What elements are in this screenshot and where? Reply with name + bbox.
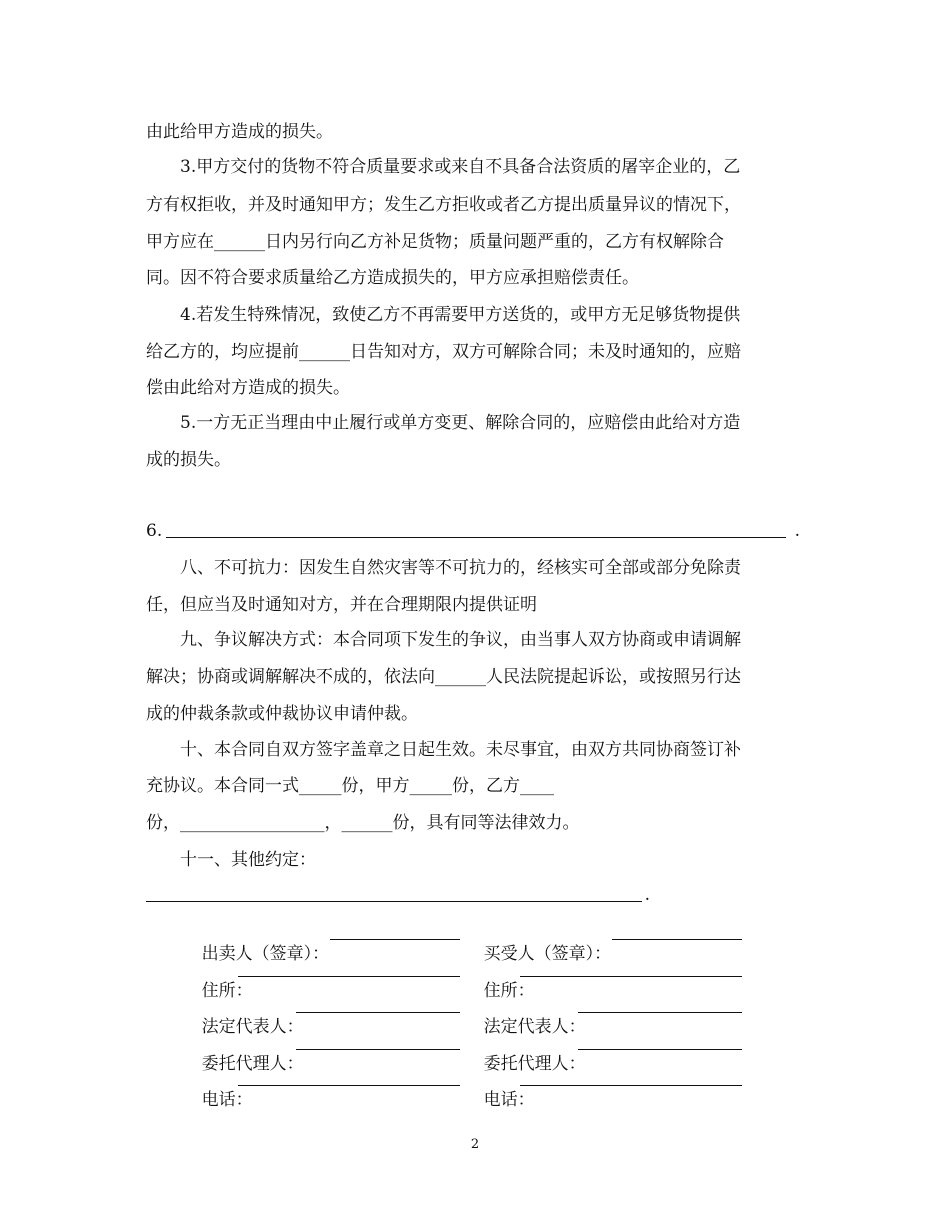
buyer-address-field: [462, 958, 742, 1001]
buyer-legal-rep-underline: [578, 1012, 742, 1013]
buyer-address-underline: [520, 976, 742, 977]
seller-address-underline: [238, 976, 460, 977]
clause-6-underline: [166, 537, 786, 538]
page-number: 2: [470, 1137, 480, 1152]
clause-5-line: 成的损失。: [146, 450, 231, 470]
other-agreement-blank: [146, 884, 650, 906]
buyer-agent-field: [462, 1031, 742, 1074]
dispute-line: 解决；协商或调解解决不成的，依法向______人民法院提起诉讼，或按照另行达: [146, 667, 741, 687]
buyer-phone-field: [462, 1067, 742, 1110]
clause-3-line: 3.甲方交付的货物不符合质量要求或来自不具备合法资质的屠宰企业的，乙: [180, 157, 741, 177]
buyer-phone-underline: [520, 1085, 742, 1086]
seller-legal-rep-label: 法定代表人：: [201, 1017, 304, 1037]
buyer-agent-label: 委托代理人：: [483, 1054, 586, 1074]
buyer-signature-label: 买受人（签章）：: [483, 944, 612, 964]
dispute-line: 九、争议解决方式：本合同项下发生的争议，由当事人双方协商或申请调解: [180, 630, 741, 650]
buyer-signature-field: [462, 921, 742, 964]
clause-4-line: 4.若发生特殊情况，致使乙方不再需要甲方送货的，或甲方无足够货物提供: [180, 305, 741, 325]
seller-agent-underline: [296, 1049, 460, 1050]
other-agreement-end-mark: .: [644, 885, 650, 905]
buyer-agent-underline: [578, 1049, 742, 1050]
seller-agent-label: 委托代理人：: [201, 1054, 304, 1074]
effectiveness-line: 十、本合同自双方签字盖章之日起生效。未尽事宜，由双方共同协商签订补: [180, 740, 741, 760]
seller-agent-field: [180, 1031, 460, 1074]
other-agreement-underline: [146, 901, 642, 902]
buyer-phone-label: 电话：: [483, 1090, 535, 1110]
buyer-legal-rep-label: 法定代表人：: [483, 1017, 586, 1037]
seller-address-label: 住所：: [201, 981, 253, 1001]
seller-phone-label: 电话：: [201, 1090, 253, 1110]
seller-legal-rep-field: [180, 994, 460, 1037]
clause-4-line: 偿由此给对方造成的损失。: [146, 378, 350, 398]
effectiveness-line: 份，_________________，______份，具有同等法律效力。: [146, 813, 580, 833]
other-agreement-heading: 十一、其他约定：: [180, 850, 316, 870]
seller-phone-underline: [238, 1085, 460, 1086]
clause-6-end-mark: .: [794, 521, 800, 541]
buyer-address-label: 住所：: [483, 981, 535, 1001]
clause-3-line: 同。因不符合要求质量给乙方造成损失的，甲方应承担赔偿责任。: [146, 268, 639, 288]
effectiveness-line: 充协议。本合同一式_____份，甲方_____份，乙方____: [146, 776, 554, 796]
seller-signature-underline: [330, 939, 460, 940]
seller-phone-field: [180, 1067, 460, 1110]
clause-6-blank: [146, 520, 800, 542]
clause-6-number: 6.: [146, 521, 163, 541]
seller-signature-label: 出卖人（签章）：: [201, 944, 330, 964]
paragraph-line: 由此给甲方造成的损失。: [146, 122, 333, 142]
seller-legal-rep-underline: [296, 1012, 460, 1013]
buyer-legal-rep-field: [462, 994, 742, 1037]
seller-address-field: [180, 958, 460, 1001]
seller-signature-field: [180, 921, 460, 964]
force-majeure-line: 八、不可抗力：因发生自然灾害等不可抗力的，经核实可全部或部分免除责: [180, 558, 741, 578]
dispute-line: 成的仲裁条款或仲裁协议申请仲裁。: [146, 704, 418, 724]
buyer-signature-underline: [612, 939, 742, 940]
clause-4-line: 给乙方的，均应提前______日告知对方，双方可解除合同；未及时通知的，应赔: [146, 342, 741, 362]
clause-3-line: 甲方应在______日内另行向乙方补足货物；质量问题严重的，乙方有权解除合: [146, 232, 724, 252]
force-majeure-line: 任，但应当及时通知对方，并在合理期限内提供证明: [146, 595, 537, 615]
clause-3-line: 方有权拒收，并及时通知甲方；发生乙方拒收或者乙方提出质量异议的情况下，: [146, 195, 741, 215]
clause-5-line: 5.一方无正当理由中止履行或单方变更、解除合同的，应赔偿由此给对方造: [180, 413, 741, 433]
